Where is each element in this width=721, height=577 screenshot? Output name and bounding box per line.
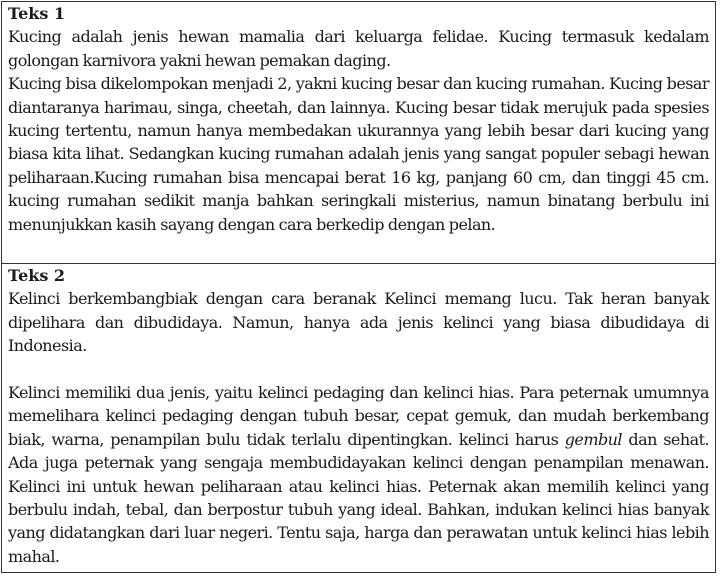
text-2-heading: Teks 2 bbox=[8, 266, 66, 285]
text-2-paragraph-2-start: Kelinci memiliki dua jenis, yaitu kelinci pedaging dan kelinci hias. Para peternak umumnya memelihara kelinci pedaging dengan tubuh besar, cepat gemuk, dan mudah berkembang biak, warna, penampilan bulu tidak terlalu dipentingkan. kelinci harus bbox=[8, 383, 709, 449]
text-2-paragraph-1: Kelinci berkembangbiak dengan cara beranak Kelinci memang lucu. Tak heran banyak dipelihara dan dibudidaya. Namun, hanya ada jenis kelinci yang biasa dibudidaya di Indonesia. bbox=[8, 289, 709, 356]
text-table bbox=[1, 1, 716, 573]
text-2-emphasis: gembul bbox=[564, 429, 622, 449]
text-2-cell bbox=[2, 264, 715, 572]
text-1-paragraph-2: Kucing bisa dikelompokan menjadi 2, yakni kucing besar dan kucing rumahan. Kucing besar diantaranya harimau, singa, cheetah, dan lainnya. Kucing besar tidak merujuk pada spesies kucing tertentu, namun hanya membedakan ukurannya yang lebih besar dari kucing yang biasa kita lihat. Sedangkan kucing rumahan adalah jenis yang sangat populer sebagi hewan peliharaan.Kucing rumahan bisa mencapai berat 16 kg, panjang 60 cm, dan tinggi 45 cm. kucing rumahan sedikit manja bahkan seringkali misterius, namun binatang berbulu ini menunjukkan kasih sayang dengan cara berkedip dengan pelan. bbox=[8, 74, 709, 234]
text-1-heading: Teks 1 bbox=[8, 4, 66, 23]
text-1-cell bbox=[2, 2, 715, 264]
text-1-paragraph-1: Kucing adalah jenis hewan mamalia dari keluarga felidae. Kucing termasuk kedalam golongan karnivora yakni hewan pemakan daging. bbox=[8, 27, 709, 70]
text-2-paragraph-2-end: dan sehat. Ada juga peternak yang sengaja membudidayakan kelinci dengan penampilan menawan. Kelinci ini untuk hewan peliharaan atau kelinci hias. Peternak akan memilih kelinci yang berbulu indah, tebal, dan berpostur tubuh yang ideal. Bahkan, indukan kelinci hias banyak yang didatangkan dari luar negeri. Tentu saja, harga dan perawatan untuk kelinci hias lebih mahal. bbox=[8, 429, 710, 566]
text-2-paragraph-2 bbox=[8, 381, 709, 568]
